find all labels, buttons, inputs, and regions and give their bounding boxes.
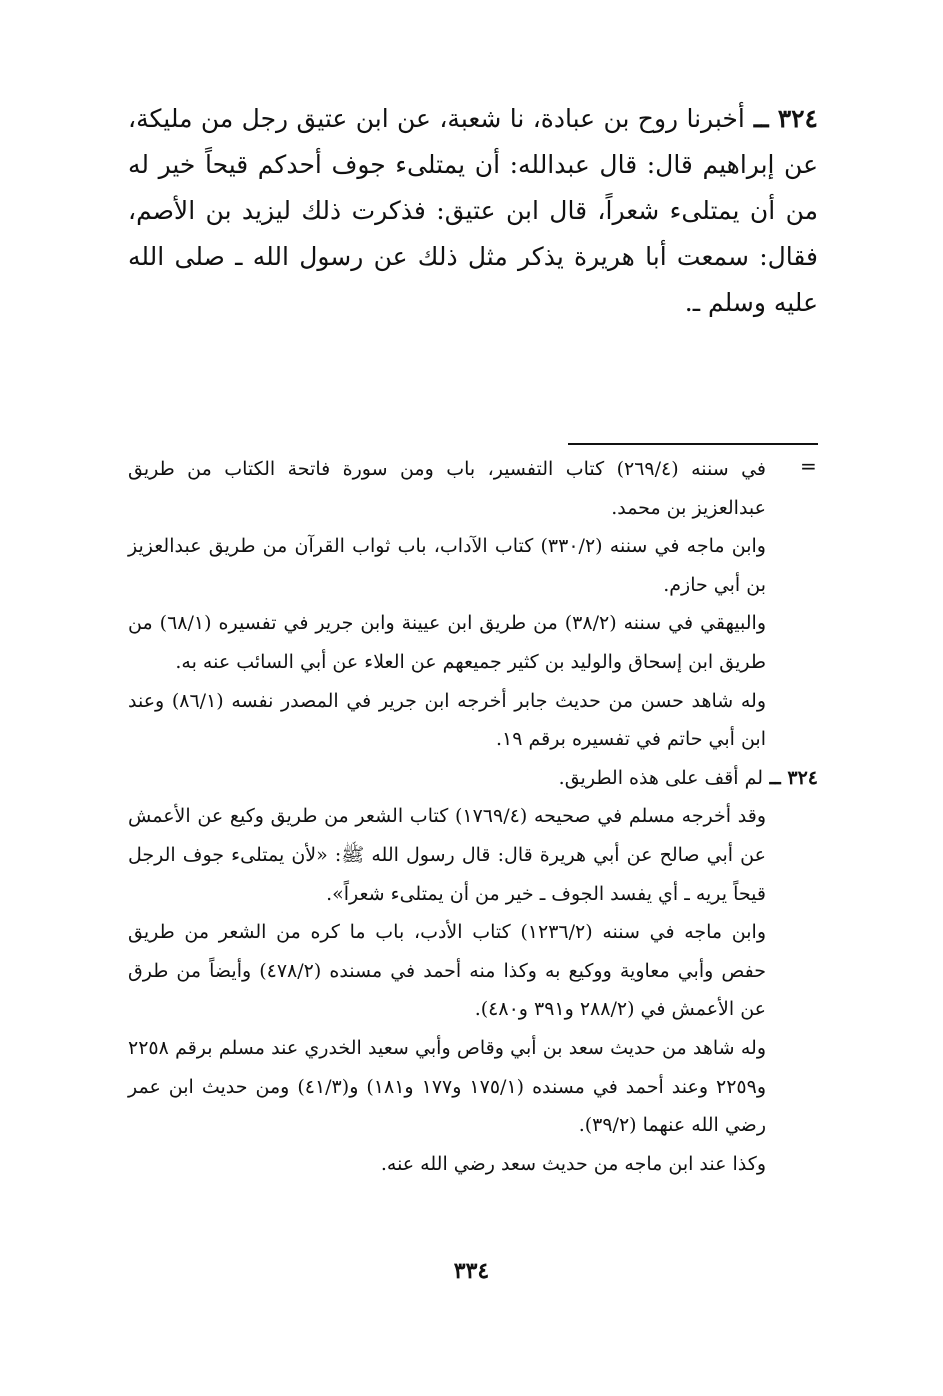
hadith-body: أخبرنا روح بن عبادة، نا شعبة، عن ابن عتيق رجل من مليكة، عن إبراهيم قال: قال عبدالله: أن يمتلىء جوف أحدكم قيحاً خير له من أن يمتلىء شعراً، قال ابن عتيق: فذكرت ذلك ليزيد بن الأصم، فقال: سمعت أبا هريرة يذكر مثل ذلك عن رسول الله ـ صلى الله عليه وسلم ـ. xyxy=(128,104,818,317)
footnote-paragraph: وقد أخرجه مسلم في صحيحه (١٧٦٩/٤) كتاب الشعر من طريق وكيع عن الأعمش عن أبي صالح عن أبي هريرة قال: قال رسول الله ﷺ: «لأن يمتلىء جوف الرجل قيحاً يريه ـ أي يفسد الجوف ـ خير من أن يمتلىء شعراً». xyxy=(128,805,767,905)
footnote-first-line: لم أقف على هذه الطريق. xyxy=(558,766,763,789)
footnote-paragraph: في سننه (٢٦٩/٤) كتاب التفسير، باب ومن سورة فاتحة الكتاب من طريق عبدالعزيز بن محمد. xyxy=(128,458,767,519)
footnotes xyxy=(128,450,818,1183)
footnote-paragraph: وكذا عند ابن ماجه من حديث سعد رضي الله عنه. xyxy=(380,1152,766,1175)
footnote-continuation-mark: = xyxy=(800,454,817,478)
footnote-heading xyxy=(128,759,818,798)
footnote-paragraph: وابن ماجه في سننه (١٢٣٦/٢) كتاب الأدب، باب ما كره من الشعر من طريق حفص وأبي معاوية ووكيع به وكذا منه أحمد في مسنده (٤٧٨/٢) وأيضاً من طرق عن الأعمش في (٢٨٨/٢ و٣٩١ و٤٨٠). xyxy=(128,921,767,1021)
page-number: ٣٣٤ xyxy=(453,1258,490,1284)
footnote-separator xyxy=(568,443,818,445)
hadith-text xyxy=(128,96,818,326)
footnote-number: ٣٢٤ xyxy=(787,766,818,789)
hadith-dash: ــ xyxy=(744,104,778,133)
footnote-paragraph: وله شاهد من حديث سعد بن أبي وقاص وأبي سعيد الخدري عند مسلم برقم ٢٢٥٨ و٢٢٥٩ وعند أحمد في مسنده (١٧٥/١ و١٧٧ و١٨١) و(٤١/٣) ومن حديث ابن عمر رضي الله عنهما (٣٩/٢). xyxy=(128,1036,767,1137)
hadith-number: ٣٢٤ xyxy=(777,104,818,133)
footnote-dash: ــ xyxy=(763,766,788,789)
footnote-paragraph: والبيهقي في سننه (٣٨/٢) من طريق ابن عيينة وابن جرير في تفسيره (٦٨/١) من طريق ابن إسحاق والوليد بن كثير جميعهم عن العلاء عن أبي السائب عنه به. xyxy=(128,612,766,673)
footnote-paragraph: وله شاهد حسن من حديث جابر أخرجه ابن جرير في المصدر نفسه (٨٦/١) وعند ابن أبي حاتم في تفسيره برقم ١٩. xyxy=(128,689,767,751)
footnote-paragraph: وابن ماجه في سننه (٣٣٠/٢) كتاب الآداب، باب ثواب القرآن من طريق عبدالعزيز بن أبي حازم. xyxy=(128,535,766,596)
